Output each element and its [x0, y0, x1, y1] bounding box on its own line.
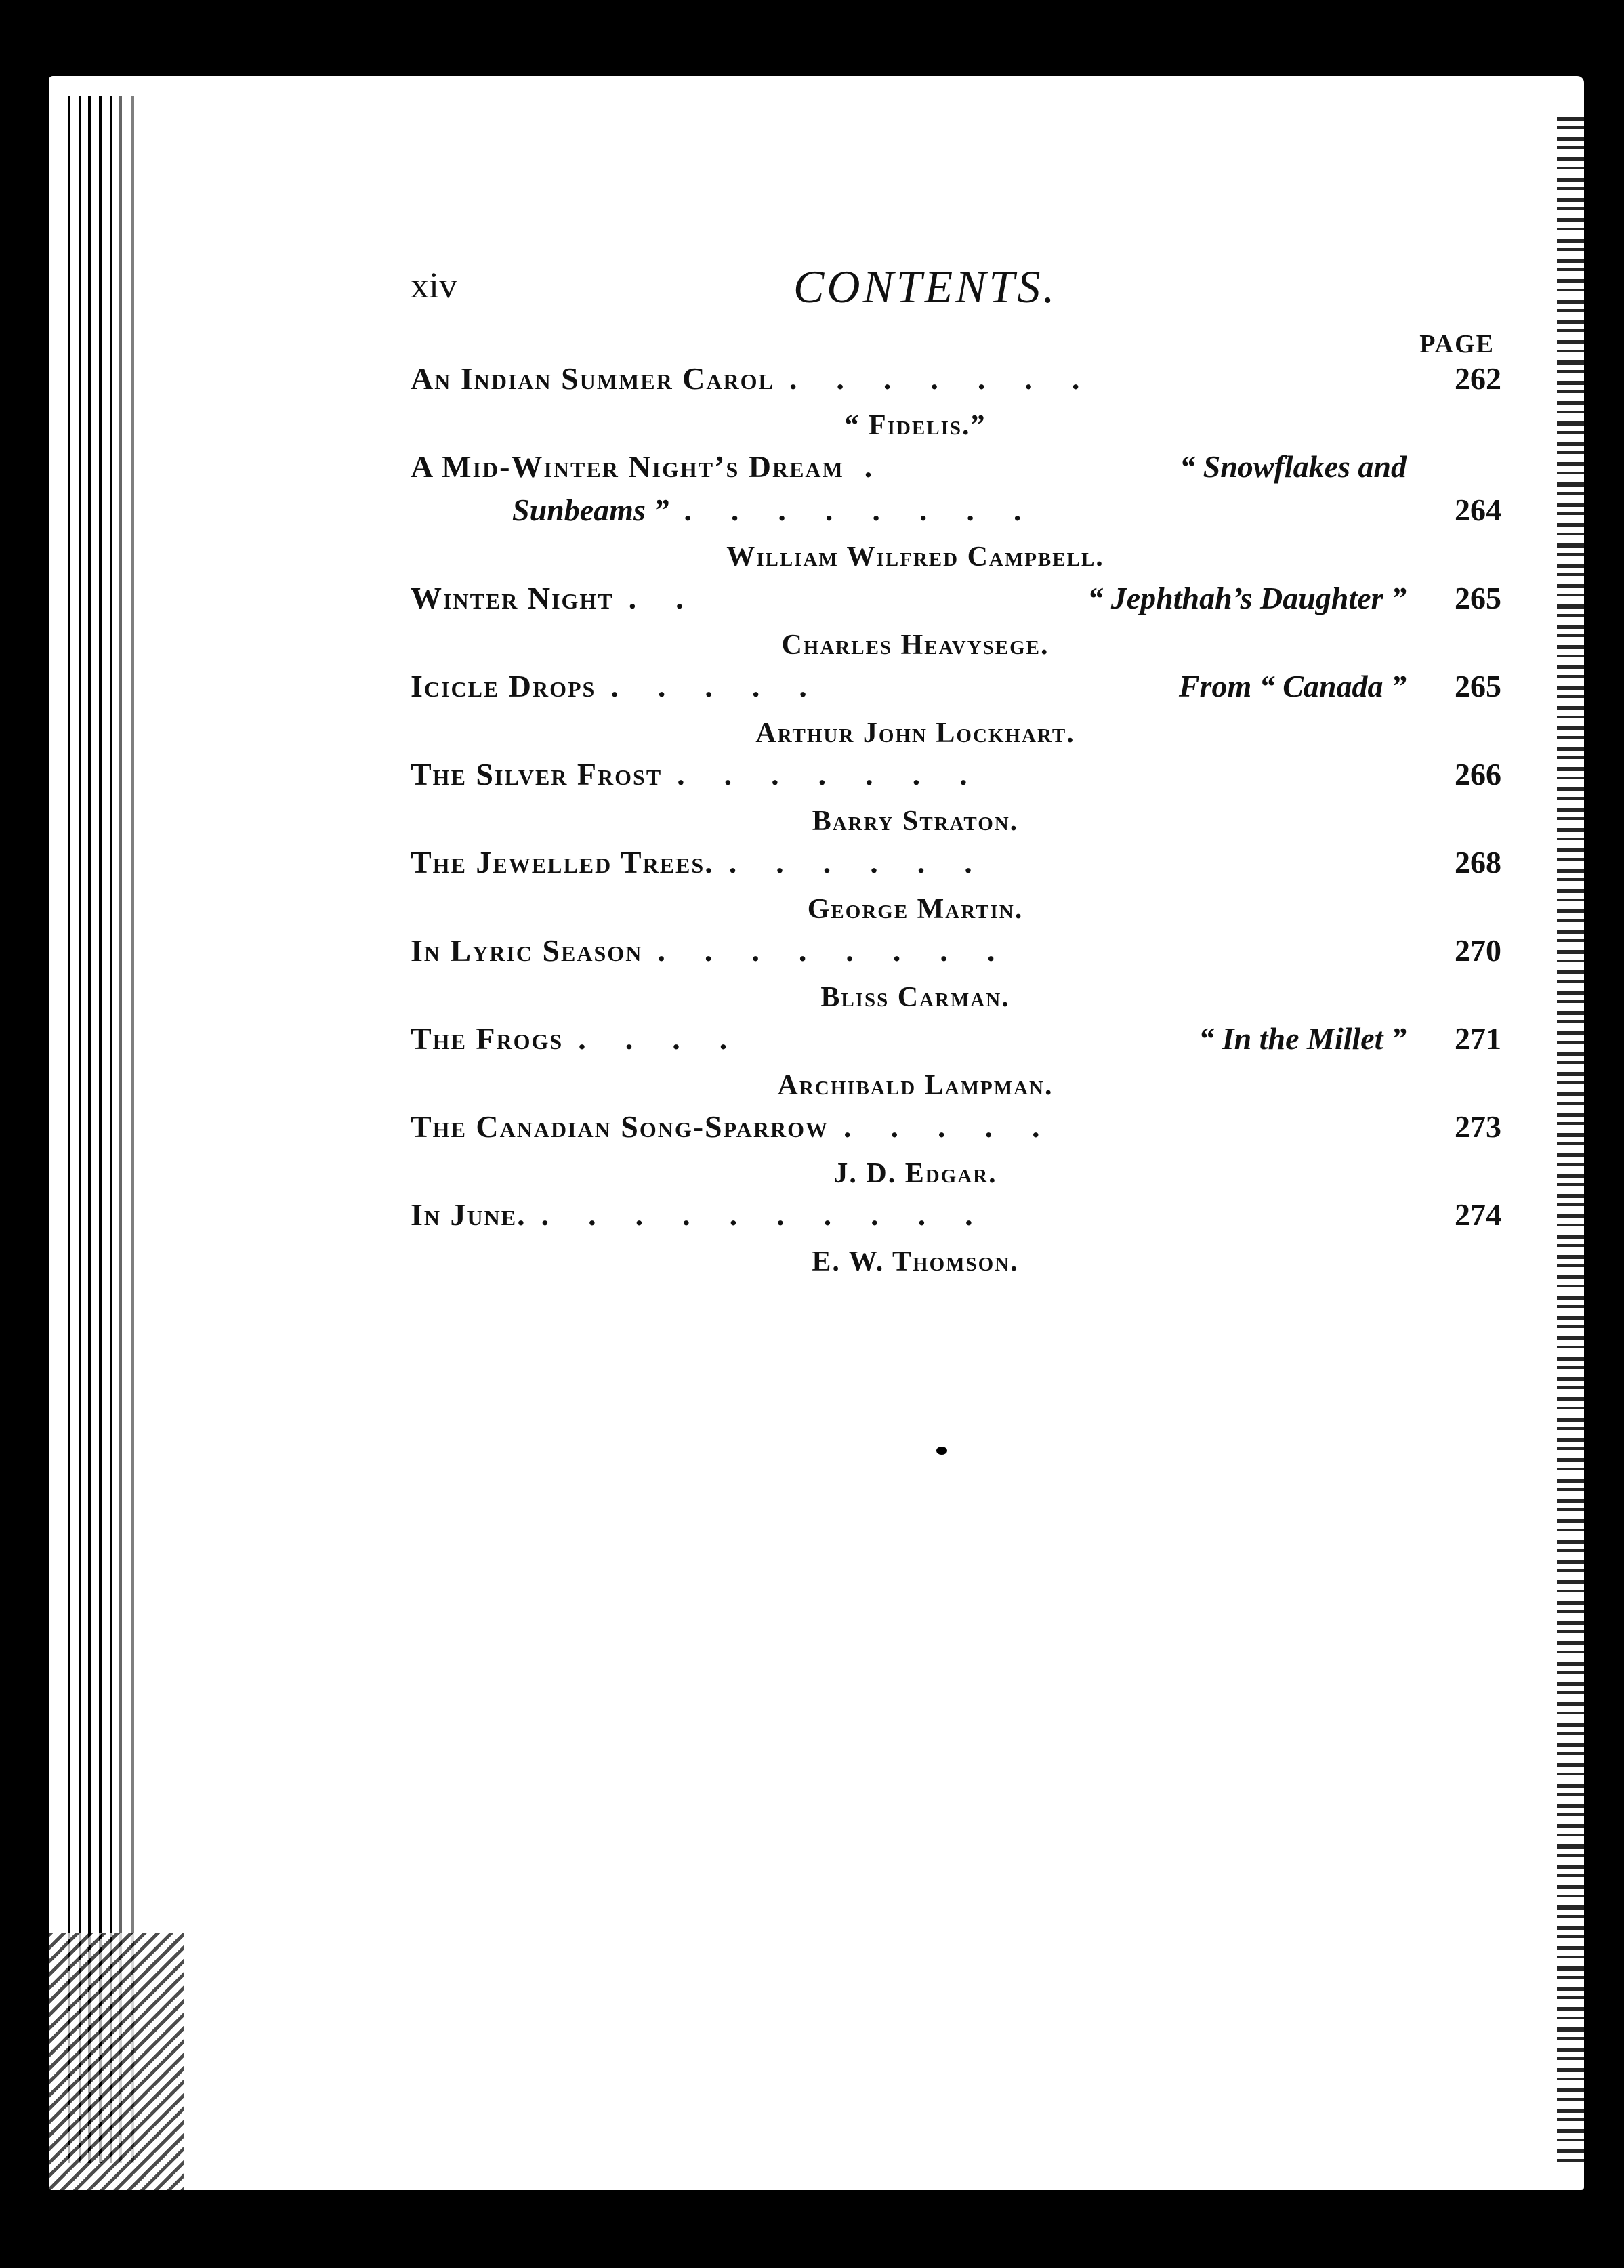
- leader-dots: .......: [789, 361, 1119, 396]
- entry-source: “ Jephthah’s Daughter ”: [1087, 581, 1407, 615]
- entry-author: J. D. Edgar.: [833, 1158, 997, 1189]
- entry-page: 271: [1455, 1021, 1501, 1056]
- leader-dots: .: [864, 449, 873, 484]
- leader-dots: .......: [677, 757, 1007, 791]
- entry-title[interactable]: Icicle Drops: [411, 669, 596, 703]
- entry-page: 265: [1455, 581, 1501, 615]
- entry-page: 270: [1455, 933, 1501, 968]
- leader-dots: ..........: [541, 1197, 1012, 1232]
- entry-source: From “ Canada ”: [1178, 669, 1407, 703]
- entry-title[interactable]: An Indian Summer Carol: [411, 361, 774, 396]
- entry-author: Arthur John Lockhart.: [755, 718, 1075, 749]
- leader-dots: ........: [684, 493, 1061, 527]
- entry-page: 264: [1455, 493, 1501, 527]
- entry-author: William Wilfred Campbell.: [726, 541, 1104, 573]
- entry-title[interactable]: In June.: [411, 1197, 526, 1232]
- entry-page: 262: [1455, 361, 1501, 396]
- contents-page: [411, 261, 1501, 1283]
- toc-entry: [411, 449, 1501, 579]
- toc-entry: [411, 580, 1501, 667]
- page-column-label: PAGE: [1419, 330, 1495, 358]
- entry-page: 273: [1455, 1109, 1501, 1144]
- entry-title[interactable]: The Jewelled Trees.: [411, 845, 714, 880]
- entry-author: George Martin.: [807, 894, 1024, 925]
- entry-author: Barry Straton.: [812, 806, 1019, 837]
- entry-page: 265: [1455, 669, 1501, 703]
- ornament-dot: [936, 1447, 947, 1455]
- leader-dots: .....: [610, 669, 846, 703]
- toc-entry: [411, 1109, 1501, 1195]
- page-edge-lines: [49, 76, 171, 2190]
- entry-page: 274: [1455, 1197, 1501, 1232]
- entry-source: “ In the Millet ”: [1199, 1021, 1407, 1056]
- page-number: xiv: [411, 265, 458, 306]
- leader-dots: ....: [578, 1021, 767, 1056]
- entry-author: Bliss Carman.: [820, 982, 1010, 1013]
- entry-author: Archibald Lampman.: [777, 1070, 1054, 1101]
- page-title: CONTENTS.: [793, 261, 1058, 312]
- corner-smudge: [49, 1933, 184, 2190]
- entry-page: 268: [1455, 845, 1501, 880]
- toc-entry: [411, 1197, 1501, 1283]
- toc-entry: [411, 844, 1501, 931]
- entry-author: “ Fidelis.”: [844, 410, 986, 441]
- toc-entry: [411, 668, 1501, 755]
- toc-entry: [411, 756, 1501, 843]
- leader-dots: ......: [728, 845, 1012, 880]
- entry-title[interactable]: The Canadian Song-Sparrow: [411, 1109, 829, 1144]
- entry-title[interactable]: A Mid-Winter Night’s Dream: [411, 449, 844, 484]
- toc-entry: [411, 932, 1501, 1019]
- entry-page: 266: [1455, 757, 1501, 791]
- right-page-edge: [1557, 117, 1584, 2163]
- leader-dots: .....: [844, 1109, 1079, 1144]
- entry-title[interactable]: In Lyric Season: [411, 933, 643, 968]
- entry-title[interactable]: The Frogs: [411, 1021, 564, 1056]
- entry-title[interactable]: The Silver Frost: [411, 757, 663, 791]
- entry-title-continued: Sunbeams ”: [512, 493, 669, 527]
- leader-dots: ........: [657, 933, 1035, 968]
- toc-entry: [411, 360, 1501, 447]
- entry-title[interactable]: Winter Night: [411, 581, 614, 615]
- entry-author: E. W. Thomson.: [812, 1246, 1019, 1277]
- entry-author: Charles Heavysege.: [781, 630, 1049, 661]
- leader-dots: ..: [628, 581, 723, 615]
- entry-source: “ Snowflakes and: [1180, 449, 1407, 484]
- page-header: [411, 261, 1501, 325]
- toc-entry: [411, 1020, 1501, 1107]
